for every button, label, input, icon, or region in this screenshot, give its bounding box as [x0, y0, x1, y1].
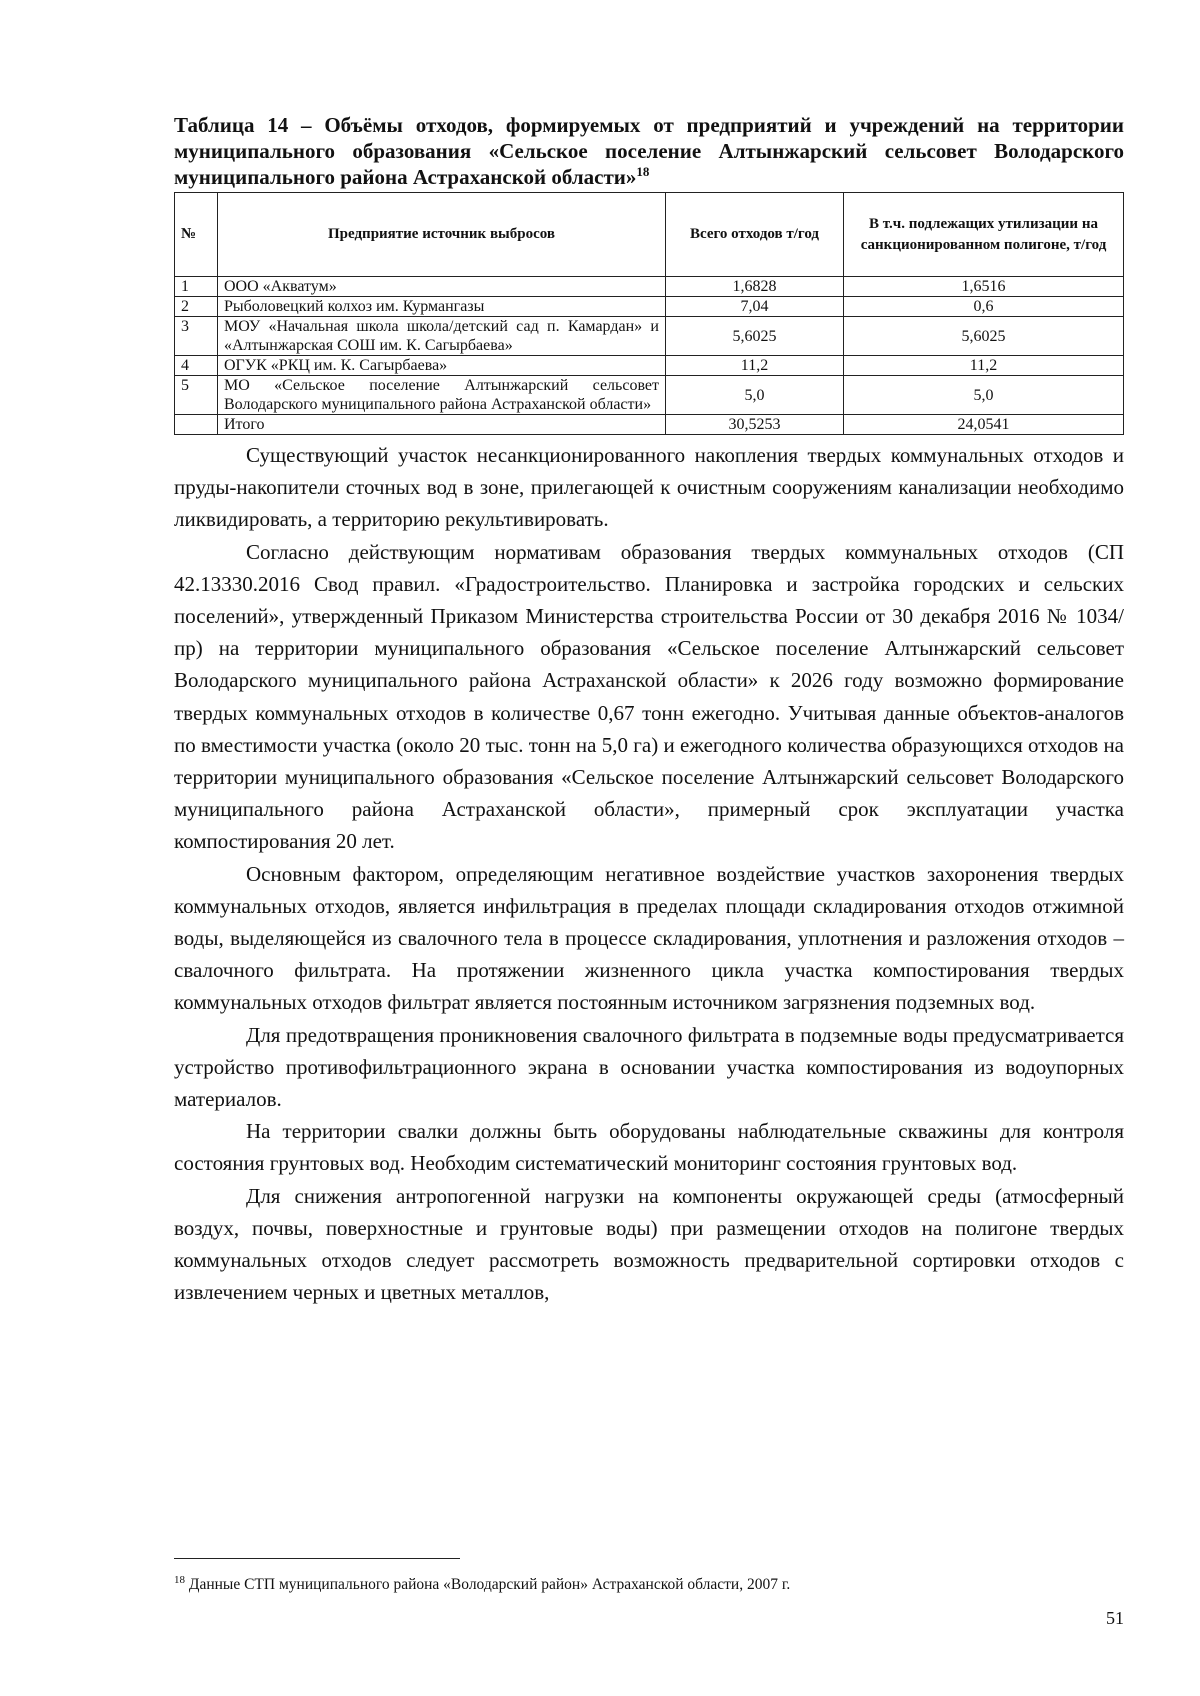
footnote-reference[interactable]: 18 [636, 164, 650, 179]
header-utilized: В т.ч. подлежащих утилизации на санкционированном полигоне, т/год [844, 193, 1124, 277]
row-utilized: 5,6025 [844, 317, 1124, 356]
waste-table [174, 192, 1124, 435]
paragraph: Основным фактором, определяющим негативное воздействие участков захоронения твердых коммунальных отходов, является инфильтрация в пределах площади складирования отходов отжимной воды, выделяющейся из свалочного тела в процессе складирования, уплотнения и разложения отходов – свалочного фильтрата. На протяжении жизненного цикла участка компостирования твердых коммунальных отходов фильтрат является постоянным источником загрязнения подземных вод. [174, 861, 1124, 1015]
page-number: 51 [1106, 1608, 1124, 1628]
row-number: 1 [175, 277, 218, 297]
body-text [174, 439, 1124, 1308]
paragraph: Согласно действующим нормативам образования твердых коммунальных отходов (СП 42.13330.2016 Свод правил. «Градостроительство. Планировка и застройка городских и сельских поселений», утвержденный Приказом Министерства строительства России от 30 декабря 2016 № 1034/пр) на территории муниципального образования «Сельское поселение Алтынжарский сельсовет Володарского муниципального района Астраханской области» к 2026 году возможно формирование твердых коммунальных отходов в количестве 0,67 тонн ежегодно. Учитывая данные объектов-аналогов по вместимости участка (около 20 тыс. тонн на 5,0 га) и ежегодного количества образующихся отходов на территории муниципального образования «Сельское поселение Алтынжарский сельсовет Володарского муниципального района Астраханской области», примерный срок эксплуатации участка компостирования 20 лет. [174, 539, 1124, 854]
paragraph: Для снижения антропогенной нагрузки на компоненты окружающей среды (атмосферный воздух, почвы, поверхностные и грунтовые воды) при размещении отходов на полигоне твердых коммунальных отходов следует рассмотреть возможность предварительной сортировки отходов с извлечением черных и цветных металлов, [174, 1183, 1124, 1305]
paragraph: Существующий участок несанкционированного накопления твердых коммунальных отходов и пруды-накопители сточных вод в зоне, прилегающей к очистным сооружениям канализации необходимо ликвидировать, а территорию рекультивировать. [174, 443, 1124, 532]
row-source: ОГУК «РКЦ им. К. Сагырбаева» [218, 356, 666, 376]
row-total: 1,6828 [666, 277, 844, 297]
row-total: 5,6025 [666, 317, 844, 356]
footnote-divider [174, 1558, 460, 1559]
row-source: Рыболовецкий колхоз им. Курмангазы [218, 297, 666, 317]
row-number: 5 [175, 376, 218, 415]
row-number: 2 [175, 297, 218, 317]
row-source: Итого [218, 415, 666, 435]
table-row [175, 297, 1124, 317]
row-source: МОУ «Начальная школа школа/детский сад п. Камардан» и «Алтынжарская СОШ им. К. Сагырбаева» [218, 317, 666, 356]
table-header-row [175, 193, 1124, 277]
footnote-text: Данные СТП муниципального района «Володарский район» Астраханской области, 2007 г. [185, 1576, 791, 1594]
document-page [174, 112, 1124, 1308]
paragraph: На территории свалки должны быть оборудованы наблюдательные скважины для контроля состояния грунтовых вод. Необходим систематический мониторинг состояния грунтовых вод. [174, 1119, 1124, 1176]
footnote-number: 18 [174, 1574, 185, 1586]
header-total: Всего отходов т/год [666, 193, 844, 277]
row-utilized: 0,6 [844, 297, 1124, 317]
table-caption-text: Таблица 14 – Объёмы отходов, формируемых от предприятий и учреждений на территории муниципального образования «Сельское поселение Алтынжарский сельсовет Володарского муниципального района Астраханской области» [174, 113, 1124, 189]
row-source: ООО «Акватум» [218, 277, 666, 297]
table-caption [174, 112, 1124, 190]
table-row [175, 317, 1124, 356]
table-row [175, 356, 1124, 376]
row-utilized: 11,2 [844, 356, 1124, 376]
row-source: МО «Сельское поселение Алтынжарский сельсовет Володарского муниципального района Астраханской области» [218, 376, 666, 415]
row-total: 11,2 [666, 356, 844, 376]
row-total: 7,04 [666, 297, 844, 317]
footnote [174, 1570, 1124, 1595]
table-row [175, 277, 1124, 297]
row-number [175, 415, 218, 435]
header-number: № [175, 193, 218, 277]
row-number: 3 [175, 317, 218, 356]
row-utilized: 24,0541 [844, 415, 1124, 435]
row-utilized: 5,0 [844, 376, 1124, 415]
header-source: Предприятие источник выбросов [218, 193, 666, 277]
paragraph: Для предотвращения проникновения свалочного фильтрата в подземные воды предусматривается устройство противофильтрационного экрана в основании участка компостирования из водоупорных материалов. [174, 1022, 1124, 1112]
row-total: 5,0 [666, 376, 844, 415]
table-total-row [175, 415, 1124, 435]
row-number: 4 [175, 356, 218, 376]
table-row [175, 376, 1124, 415]
row-total: 30,5253 [666, 415, 844, 435]
row-utilized: 1,6516 [844, 277, 1124, 297]
